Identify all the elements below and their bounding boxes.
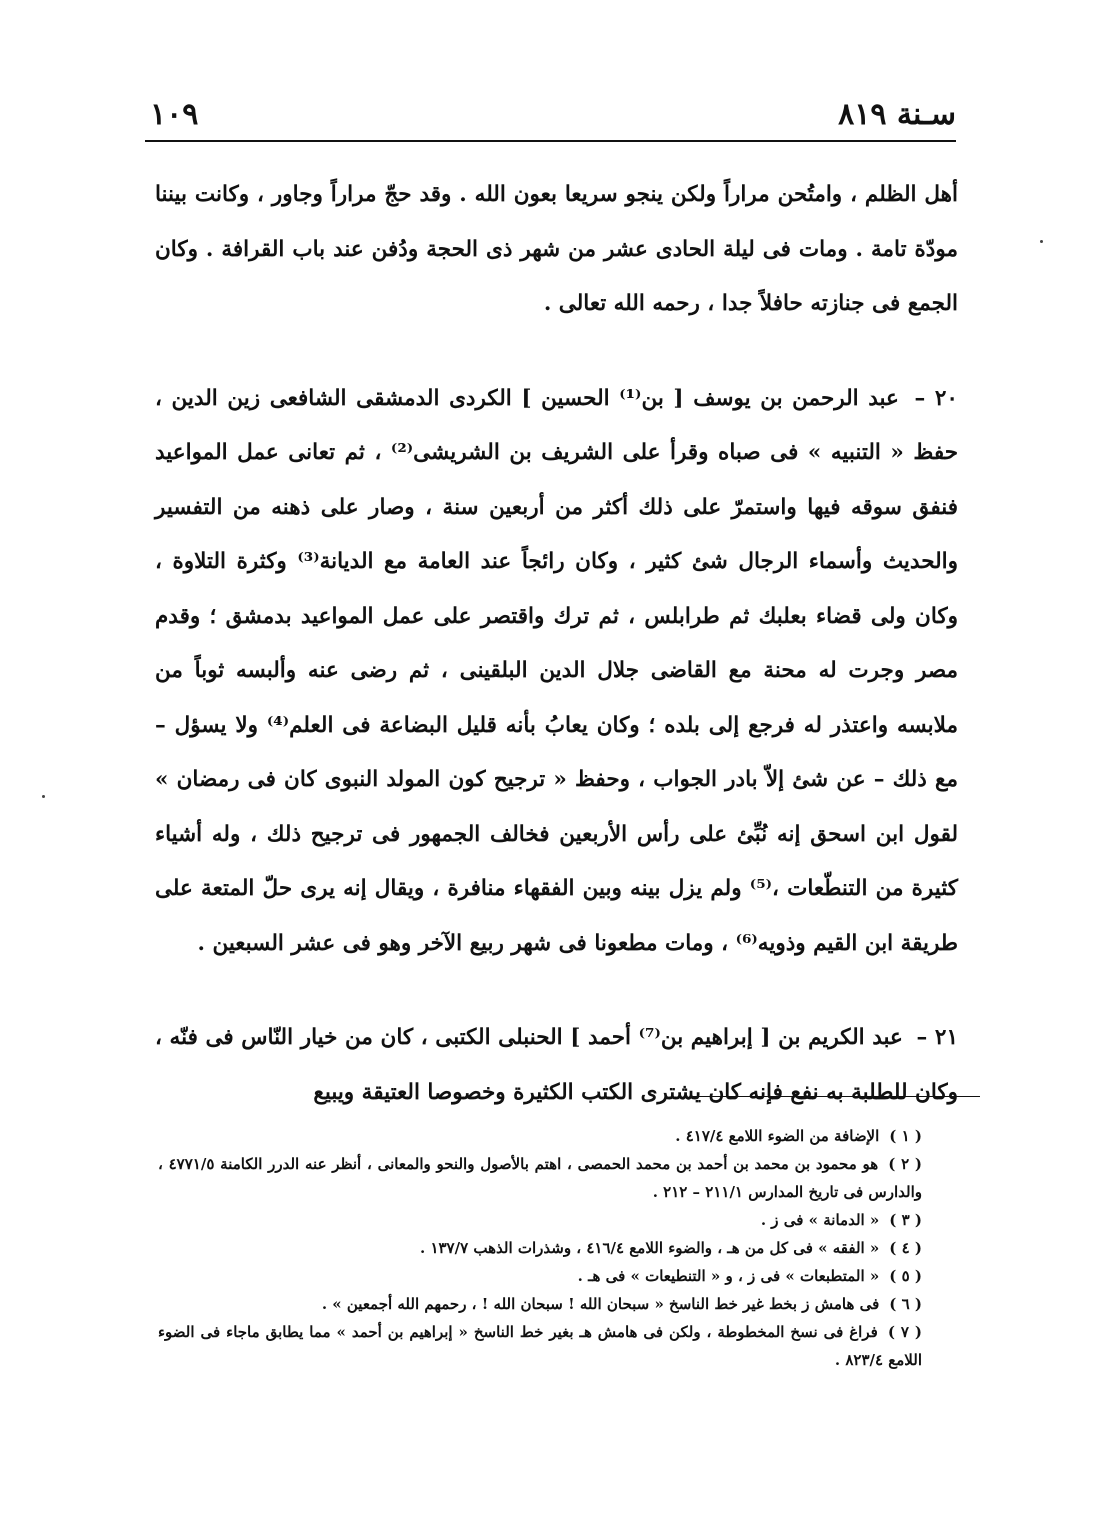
footnotes [158, 1122, 958, 1374]
scan-speck [42, 795, 45, 798]
entry-number: ٢١ – [916, 1025, 958, 1050]
paragraph-continuation: أهل الظلم ، وامتُحن مراراً ولكن ينجو سريعا بعون الله . وقد حجّ مراراً وجاور ، وكانت بيننا مودّة تامة . ومات فى ليلة الحادى عشر من شهر ذى الحجة ودُفن عند باب القرافة . وكان الجمع فى جنازته حافلاً جدا ، رحمه الله تعالى . [155, 182, 958, 316]
main-text [155, 168, 958, 1120]
entry-21 [155, 1011, 958, 1120]
entry-text: عبد الرحمن بن يوسف [ بن⁽¹⁾ الحسين ] الكردى الدمشقى الشافعى زين الدين ، حفظ « التنبيه » فى صباه وقرأ على الشريف بن الشريشى⁽²⁾ ، ثم تعانى عمل المواعيد فنفق سوقه فيها واستمرّ على ذلك أكثر من أربعين سنة ، وصار على ذهنه من التفسير والحديث وأسماء الرجال شئ كثير ، وكان رائجاً عند العامة مع الديانة⁽³⁾ وكثرة التلاوة ، وكان ولى قضاء بعلبك ثم طرابلس ، ثم ترك واقتصر على عمل المواعيد بدمشق ؛ وقدم مصر وجرت له محنة مع القاضى جلال الدين البلقينى ، ثم رضى عنه وألبسه ثوباً من ملابسه واعتذر له فرجع إلى بلده ؛ وكان يعابُ بأنه قليل البضاعة فى العلم⁽⁴⁾ ولا يسؤل – مع ذلك – عن شئ إلاّ بادر الجواب ، وحفظ « ترجيح كون المولد النبوى كان فى رمضان » لقول ابن اسحق إنه نُبِّئ على رأس الأربعين فخالف الجمهور فى ترجيح ذلك ، وله أشياء كثيرة من التنطّعات ،⁽⁵⁾ ولم يزل بينه وبين الفقهاء منافرة ، ويقال إنه يرى حلّ المتعة على طريقة ابن القيم وذويه⁽⁶⁾ ، ومات مطعونا فى شهر ربيع الآخر وهو فى عشر السبعين . [155, 385, 958, 956]
scan-speck [1040, 240, 1043, 243]
footnote-7 [158, 1318, 958, 1374]
entry-number: ٢٠ – [914, 385, 958, 411]
page-number: ١٠٩ [150, 97, 199, 132]
footnote-1 [158, 1122, 958, 1150]
footnote-3 [158, 1206, 958, 1234]
footnote-marker: ( ٣ ) [889, 1211, 922, 1229]
footnote-marker: ( ١ ) [889, 1127, 922, 1145]
footnote-text: هو محمود بن محمد بن أحمد بن محمد الحمصى ، اهتم بالأصول والنحو والمعانى ، أنظر عنه الدرر الكامنة ٤٧٧١/٥ ، والدارس فى تاريخ المدارس ٢١١/١ – ٢١٢ . [158, 1155, 922, 1201]
footnote-2 [158, 1150, 958, 1206]
footnote-text: الإضافة من الضوء اللامع ٤١٧/٤ . [675, 1127, 880, 1145]
entry-text: عبد الكريم بن [ إبراهيم بن⁽⁷⁾ أحمد ] الحنبلى الكتبى ، كان من خيار النّاس فى فنّه ، وكان للطلبة به نفع فإنه كان يشترى الكتب الكثيرة وخصوصا العتيقة ويبيع [155, 1025, 958, 1105]
footnote-rule [690, 1096, 980, 1097]
footnote-6 [158, 1290, 958, 1318]
footnote-marker: ( ٢ ) [888, 1155, 922, 1173]
footnote-4 [158, 1234, 958, 1262]
footnote-marker: ( ٤ ) [889, 1239, 922, 1257]
footnote-marker: ( ٦ ) [889, 1295, 922, 1313]
footnote-marker: ( ٧ ) [887, 1323, 922, 1341]
footnote-text: « الفقه » فى كل من هـ ، والضوء اللامع ٤١٦/٤ ، وشذرات الذهب ١٣٧/٧ . [419, 1239, 880, 1257]
running-head-year: سـنة ٨١٩ [838, 97, 956, 132]
footnote-text: « الدمانة » فى ز . [760, 1211, 880, 1229]
footnote-text: فراغ فى نسخ المخطوطة ، ولكن فى هامش هـ بغير خط الناسخ « إبراهيم بن أحمد » مما يطابق ماجاء فى الضوء اللامع ٨٢٣/٤ . [158, 1323, 922, 1369]
footnote-marker: ( ٥ ) [889, 1267, 922, 1285]
page-header [150, 88, 956, 132]
header-rule [145, 140, 956, 142]
footnote-5 [158, 1262, 958, 1290]
footnote-text: فى هامش ز بخط غير خط الناسخ « سبحان الله ! سبحان الله ! ، رحمهم الله أجمعين » . [321, 1295, 880, 1313]
footnote-text: « المتطبعات » فى ز ، و « التنطيعات » فى هـ . [577, 1267, 880, 1285]
entry-20 [155, 372, 958, 972]
